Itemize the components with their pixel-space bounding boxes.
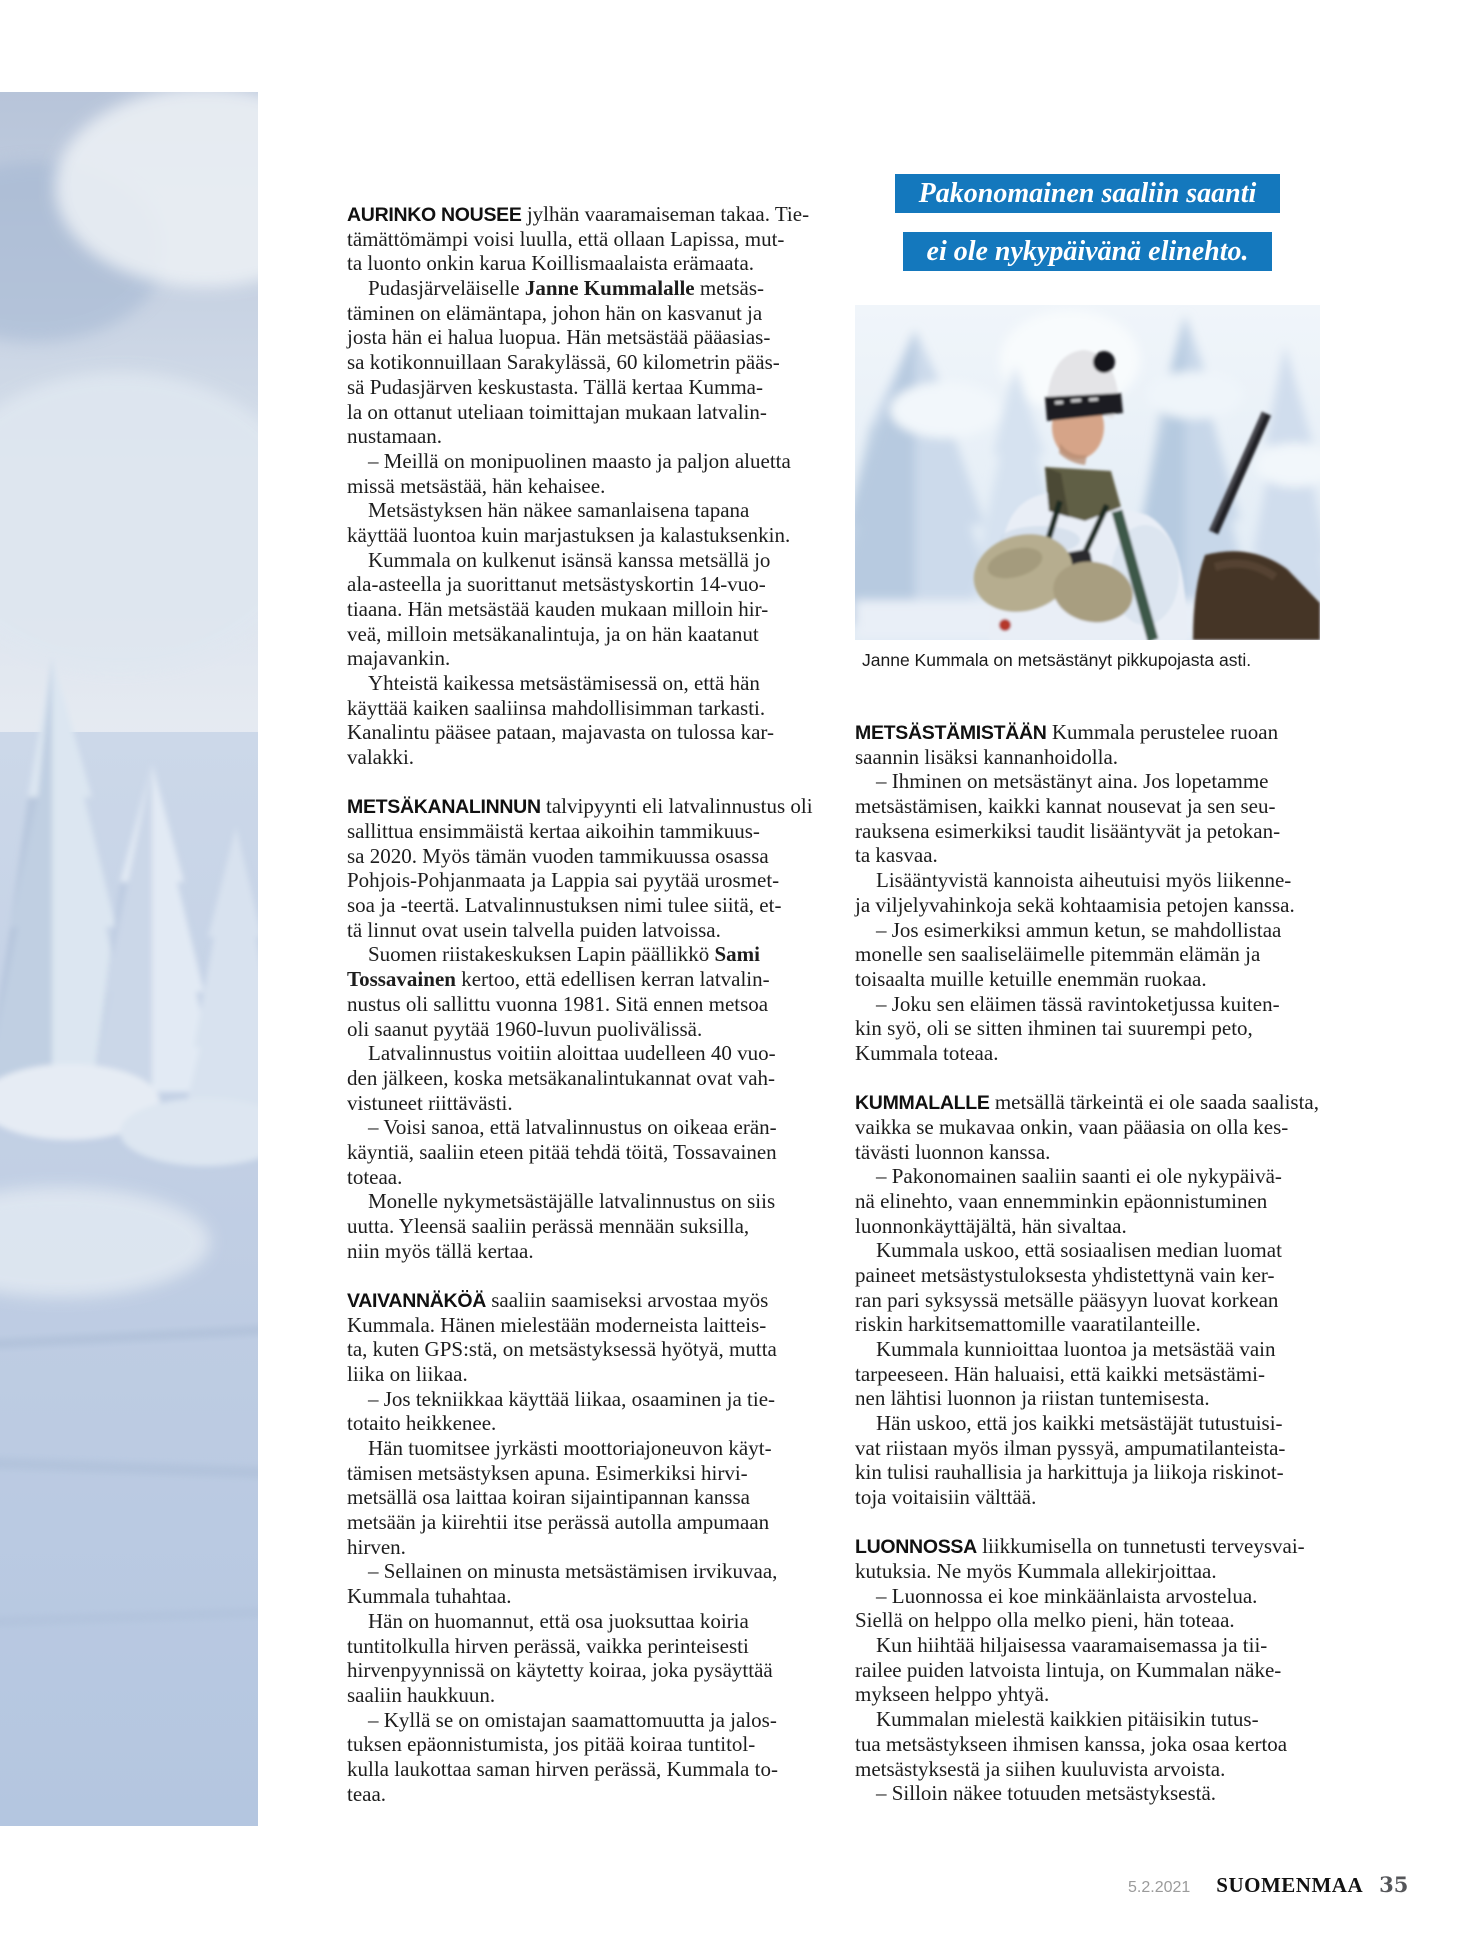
photo-caption: Janne Kummala on metsästänyt pikkupojasta asti. (862, 650, 1252, 670)
section-lead: VAIVANNÄKÖÄ (347, 1289, 486, 1312)
text-line: Kummala kunnioittaa luontoa ja metsästää vain (876, 1337, 1276, 1361)
text-line: ta kasvaa. (855, 843, 938, 868)
paragraph (855, 1534, 1323, 1583)
paragraph (855, 769, 1323, 868)
text-line: – Kyllä se on omistajan saamattomuutta ja jalos- (368, 1707, 777, 1732)
winter-landscape-photo (0, 92, 258, 1826)
paragraph (347, 1559, 809, 1608)
text-line: saannin lisäksi kannanhoidolla. (855, 744, 1119, 769)
text-line: vistuneet riittävästi. (347, 1090, 513, 1115)
text-line: missä metsästää, hän kehaisee. (347, 473, 606, 498)
text-line: – Luonnossa ei koe minkäänlaista arvostelua. (876, 1583, 1258, 1608)
paragraph (347, 1387, 809, 1436)
text-line: vat riistaan myös ilman pyssyä, ampumatilanteista- (855, 1435, 1286, 1460)
paragraph (347, 794, 813, 942)
hunter-portrait-photo (855, 305, 1320, 640)
paragraph (347, 1436, 809, 1559)
text-line: paineet metsästystuloksesta yhdistettynä vain ker- (855, 1262, 1275, 1287)
text-line: hirvenpyynnissä on käytetty koiraa, joka pysäyttää (347, 1658, 773, 1683)
paragraph (855, 1633, 1323, 1707)
paragraph (347, 449, 809, 498)
text-line: liika on liikaa. (347, 1361, 468, 1386)
text-line: tä linnut ovat usein talvella puiden latvoissa. (347, 917, 721, 942)
text-line: käyttää luontoa kuin marjastuksen ja kalastuksenkin. (347, 522, 791, 547)
paragraph (855, 1090, 1323, 1164)
text-line: Suomen riistakeskuksen Lapin päällikkö Sami (368, 942, 760, 967)
paragraph (855, 720, 1323, 769)
text-line: ran pari syksyssä metsälle pääsyyn luovat korkean (855, 1287, 1279, 1312)
text-line: nä elinehto, vaan ennemminkin epäonnistuminen (855, 1188, 1268, 1213)
paragraph (347, 671, 809, 770)
text-line: tarpeeseen. Hän haluaisi, että kaikki metsästämi- (855, 1361, 1265, 1386)
text-line: totaito heikkenee. (347, 1411, 497, 1436)
paragraph (347, 1041, 809, 1115)
text-line: la on ottanut uteliaan toimittajan mukaan latvalin- (347, 399, 767, 424)
text-line: saaliin haukkuun. (347, 1682, 496, 1707)
text-line: Kummalan mielestä kaikkien pitäisikin tutus- (876, 1707, 1259, 1732)
text-line: – Sellainen on minusta metsästämisen irvikuvaa, (368, 1559, 778, 1584)
text-line: Pohjois-Pohjanmaata ja Lappia sai pyytää urosmet- (347, 868, 780, 893)
text-line: uutta. Yleensä saaliin perässä mennään suksilla, (347, 1214, 750, 1238)
text-line: sa kotikonnuillaan Sarakylässä, 60 kilometrin pääs- (347, 350, 780, 375)
text-line: käyttää kaiken saaliinsa mahdollisimman tarkasti. (347, 695, 766, 720)
section-lead: LUONNOSSA (855, 1536, 977, 1559)
text-line: soa ja -teertä. Latvalinnustuksen nimi tulee siitä, et- (347, 893, 782, 918)
magazine-name: SUOMENMAA (1216, 1873, 1364, 1897)
article-column-right (855, 720, 1323, 1806)
page-footer (1128, 1872, 1408, 1898)
paragraph (347, 1288, 809, 1387)
article-column-left (347, 202, 813, 1806)
text-line: käyntiä, saaliin eteen pitää tehdä töitä, Tossavainen (347, 1139, 777, 1164)
text-line: teaa. (347, 1781, 387, 1806)
text-line: – Ihminen on metsästänyt aina. Jos lopetamme (876, 769, 1269, 794)
section-lead: AURINKO NOUSEE (347, 204, 522, 226)
text-line: Yhteistä kaikessa metsästämisessä on, että hän (368, 671, 760, 696)
text-line: Metsästyksen hän näkee samanlaisena tapana (368, 498, 750, 523)
text-line: sa 2020. Myös tämän vuoden tammikuussa osassa (347, 843, 769, 868)
text-line: kin tulisi rauhallisia ja harkittuja ja liikoja riskinot- (855, 1460, 1284, 1485)
paragraph (855, 992, 1323, 1066)
paragraph (855, 1411, 1323, 1510)
paragraph (855, 1781, 1323, 1806)
pull-quote (855, 174, 1320, 271)
text-line: VAIVANNÄKÖÄ saaliin saamiseksi arvostaa myös (347, 1287, 769, 1312)
text-line: tävästi luonnon kanssa. (855, 1139, 1051, 1164)
text-line: josta hän ei halua luopua. Hän metsästää pääasias- (347, 325, 771, 350)
text-line: tämättömämpi voisi luulla, että ollaan Lapissa, mut- (347, 226, 785, 251)
text-line: metsään ja kiirehtii itse perässä autolla ampumaan (347, 1510, 770, 1535)
text-line: valakki. (347, 745, 415, 770)
text-line: Hän uskoo, että jos kaikki metsästäjät tutustuisi- (876, 1411, 1283, 1436)
text-line: sä Pudasjärven keskustasta. Tällä kertaa Kumma- (347, 374, 763, 399)
text-line: toja voitaisiin välttää. (855, 1485, 1037, 1510)
paragraph (855, 1164, 1323, 1238)
text-line: täminen on elämäntapa, johon hän on kasvanut ja (347, 300, 763, 325)
text-line: niin myös tällä kertaa. (347, 1238, 534, 1263)
text-line: ala-asteella ja suorittanut metsästyskortin 14-vuo- (347, 572, 766, 597)
paragraph (347, 942, 809, 1041)
paragraph (855, 1584, 1323, 1633)
text-line: Tossavainen kertoo, että edellisen kerran latvalin- (347, 967, 770, 992)
text-line: – Meillä on monipuolinen maasto ja paljon aluetta (368, 448, 791, 473)
text-line: Kummala toteaa. (855, 1040, 999, 1065)
text-line: toisaalta muille ketuille enemmän ruokaa. (855, 966, 1207, 991)
pull-quote-line-1: Pakonomainen saaliin saanti (895, 174, 1281, 213)
paragraph (347, 1115, 809, 1189)
paragraph (347, 276, 809, 449)
text-line: METSÄKANALINNUN talvipyynti eli latvalinnustus oli (347, 794, 813, 819)
text-line: majavankin. (347, 646, 451, 671)
page-number: 35 (1379, 1872, 1409, 1897)
text-line: Kummala tuhahtaa. (347, 1584, 512, 1609)
text-line: tuksen epäonnistumista, jos pitää koiraa tuntitol- (347, 1732, 756, 1757)
paragraph (347, 1609, 809, 1708)
text-line: Latvalinnustus voitiin aloittaa uudelleen 40 vuo- (368, 1041, 776, 1066)
text-line: vaikka se mukavaa onkin, vaan pääasia on olla kes- (855, 1114, 1289, 1139)
text-line: Hän tuomitsee jyrkästi moottoriajoneuvon käyt- (368, 1436, 772, 1460)
text-line: Kummala on kulkenut isänsä kanssa metsällä jo (368, 547, 771, 572)
text-line: den jälkeen, koska metsäkanalintukannat ovat vah- (347, 1065, 776, 1090)
text-line: AURINKO NOUSEE jylhän vaaramaiseman takaa. Tie- (347, 202, 810, 226)
paragraph (347, 548, 809, 671)
paragraph (347, 498, 809, 547)
text-line: monelle sen saaliseläimelle pitemmän elämän ja (855, 942, 1261, 967)
text-line: nustamaan. (347, 424, 443, 449)
text-line: veä, milloin metsäkanalintuja, ja on hän kaatanut (347, 621, 759, 646)
paragraph (855, 1337, 1323, 1411)
pull-quote-line-2: ei ole nykypäivänä elinehto. (903, 232, 1273, 271)
text-line: tua metsästykseen ihmisen kanssa, joka osaa kertoa (855, 1731, 1288, 1756)
paragraph (855, 1707, 1323, 1781)
text-line: kulla laukottaa saman hirven perässä, Kummala to- (347, 1756, 778, 1781)
text-line: luonnonkäyttäjältä, hän sivaltaa. (855, 1213, 1127, 1238)
text-line: – Voisi sanoa, että latvalinnustus on oikeaa erän- (368, 1115, 777, 1140)
text-line: Kummala uskoo, että sosiaalisen median luomat (876, 1238, 1282, 1263)
text-line: Kanalintu pääsee pataan, majavasta on tulossa kar- (347, 720, 774, 745)
paragraph (855, 1238, 1323, 1337)
text-line: Lisääntyvistä kannoista aiheutuisi myös liikenne- (876, 868, 1292, 893)
text-line: Monelle nykymetsästäjälle latvalinnustus on siis (368, 1189, 776, 1214)
text-line: metsällä osa laittaa koiran sijaintipannan kanssa (347, 1485, 750, 1510)
text-line: rauksena esimerkiksi taudit lisääntyvät ja petokan- (855, 818, 1281, 843)
text-line: ja viljelyvahinkoja sekä kohtaamisia petojen kanssa. (855, 892, 1295, 917)
text-line: hirven. (347, 1534, 406, 1559)
text-line: tämisen metsästyksen apuna. Esimerkiksi hirvi- (347, 1460, 748, 1485)
text-line: metsästyksestä ja siihen kuuluvista arvoista. (855, 1756, 1226, 1781)
text-line: Hän on huomannut, että osa juoksuttaa koiria (368, 1608, 749, 1633)
text-line: – Jos esimerkiksi ammun ketun, se mahdollistaa (876, 917, 1282, 942)
text-line: METSÄSTÄMISTÄÄN Kummala perustelee ruoan (855, 720, 1279, 744)
text-line: ta, kuten GPS:stä, on metsästyksessä hyötyä, mutta (347, 1337, 777, 1362)
text-line: metsästämisen, kaikki kannat nousevat ja sen seu- (855, 794, 1276, 819)
section-lead: KUMMALALLE (855, 1092, 990, 1115)
paragraph (347, 202, 809, 276)
paragraph (855, 868, 1323, 917)
text-line: oli saanut pyytää 1960-luvun puolivälissä. (347, 1016, 703, 1041)
text-line: sallittua ensimmäistä kertaa aikoihin tammikuus- (347, 819, 760, 843)
text-line: – Pakonomainen saaliin saanti ei ole nykypäivä- (876, 1164, 1282, 1189)
text-line: nustus oli sallittu vuonna 1981. Sitä ennen metsoa (347, 991, 769, 1016)
text-line: riskin harkitsemattomille vaaratilanteille. (855, 1312, 1201, 1337)
section-lead: METSÄSTÄMISTÄÄN (855, 722, 1047, 744)
text-line: – Silloin näkee totuuden metsästyksestä. (876, 1781, 1217, 1806)
text-line: Pudasjärveläiselle Janne Kummalalle metsäs- (368, 276, 765, 301)
text-line: Siellä on helppo olla melko pieni, hän toteaa. (855, 1608, 1235, 1633)
text-line: LUONNOSSA liikkumisella on tunnetusti terveysvai- (855, 1534, 1305, 1559)
paragraph (347, 1189, 809, 1263)
text-line: – Joku sen eläimen tässä ravintoketjussa kuiten- (876, 991, 1280, 1016)
text-line: mykseen helppo yhtyä. (855, 1682, 1050, 1707)
text-line: nen lähtisi luonnon ja riistan tuntemisesta. (855, 1386, 1210, 1411)
text-line: toteaa. (347, 1164, 403, 1189)
text-line: railee puiden latvoista lintuja, on Kummalan näke- (855, 1657, 1282, 1682)
text-line: tuntitolkulla hirven perässä, vaikka perinteisesti (347, 1633, 749, 1658)
issue-date: 5.2.2021 (1128, 1879, 1191, 1896)
text-line: Kummala. Hänen mielestään moderneista laitteis- (347, 1312, 767, 1337)
text-line: Kun hiihtää hiljaisessa vaaramaisemassa ja tii- (876, 1633, 1268, 1658)
text-line: kutuksia. Ne myös Kummala allekirjoittaa. (855, 1559, 1217, 1583)
paragraph (855, 918, 1323, 992)
paragraph (347, 1708, 809, 1807)
text-line: KUMMALALLE metsällä tärkeintä ei ole saada saalista, (855, 1090, 1319, 1115)
text-line: tiaana. Hän metsästää kauden mukaan milloin hir- (347, 597, 769, 621)
text-line: kin syö, oli se sitten ihminen tai suurempi peto, (855, 1016, 1253, 1041)
section-lead: METSÄKANALINNUN (347, 796, 541, 819)
text-line: – Jos tekniikkaa käyttää liikaa, osaaminen ja tie- (368, 1386, 776, 1411)
text-line: ta luonto onkin karua Koillismaalaista erämaata. (347, 251, 755, 276)
